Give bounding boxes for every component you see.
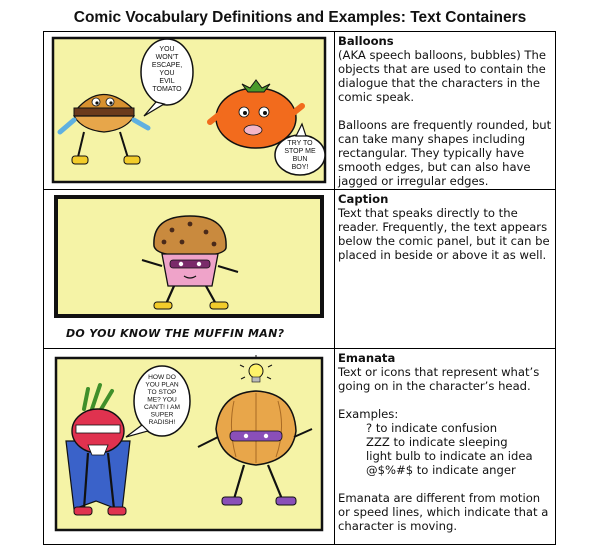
emanata-comic [44,349,334,544]
term-balloons: Balloons [338,34,394,48]
vocabulary-table [43,31,556,545]
balloon-line: YOU [159,46,175,53]
table-row [44,349,556,545]
term-emanata: Emanata [338,351,396,365]
balloon-line: YOU [159,70,175,77]
balloon-line: HOW DO [148,374,176,381]
balloon-line: RADISH! [148,419,176,426]
balloon-line: SUPER [150,411,174,419]
caption-definition-cell [335,190,556,349]
caption-text: DO YOU KNOW THE MUFFIN MAN? [66,327,285,340]
balloon-line: BOY! [291,164,309,171]
balloon-line: TO STOP [147,389,177,396]
balloon-line: EVIL [159,78,175,85]
emanata-definition-cell [335,349,556,545]
table-row [44,32,556,190]
balloon-line: CAN'T! I AM [143,404,181,411]
examples-label: Examples: [338,407,399,421]
definition-text: (AKA speech balloons, bubbles) The objects that are used to contain the dialogue that the characters in the comic speak. [338,48,546,104]
page-title: Comic Vocabulary Definitions and Examples: Text Containers [73,9,527,26]
balloon-line: TOMATO [152,86,182,93]
emanata-image-cell [44,349,335,545]
definition-text: Text that speaks directly to the reader. Frequently, the text appears below the comic panel, but it can be placed in beside or above it as well. [338,206,550,262]
balloons-definition-cell [335,32,556,190]
definition-text: Emanata are different from motion or speed lines, which indicate that a character is moving. [338,491,549,533]
balloon-text [144,374,180,426]
caption-image-cell [44,190,335,349]
balloon-line: YOU PLAN [145,381,179,389]
balloon-line: ESCAPE, [151,62,183,69]
definition-text: Text or icons that represent what’s going on in the character’s head. [338,365,540,393]
balloon-line: TRY TO [287,140,313,147]
example-item: ZZZ to indicate sleeping [366,435,508,449]
term-caption: Caption [338,192,389,206]
balloon-line: WON'T [155,54,179,61]
balloons-comic [44,32,334,189]
table-row [44,190,556,349]
definition-text: Balloons are frequently rounded, but can take many shapes including rectangular. They typically have smooth edges, but can also have jagged or irregular edges. [338,118,552,188]
balloon-line: STOP ME [284,148,316,155]
balloon-line: ME? YOU [147,396,177,404]
balloon-line: BUN [292,156,308,163]
caption-comic [44,190,334,348]
example-item: ? to indicate confusion [366,421,498,435]
balloons-image-cell [44,32,335,190]
example-item: light bulb to indicate an idea [366,449,533,463]
example-item: @$%#$ to indicate anger [366,463,516,477]
